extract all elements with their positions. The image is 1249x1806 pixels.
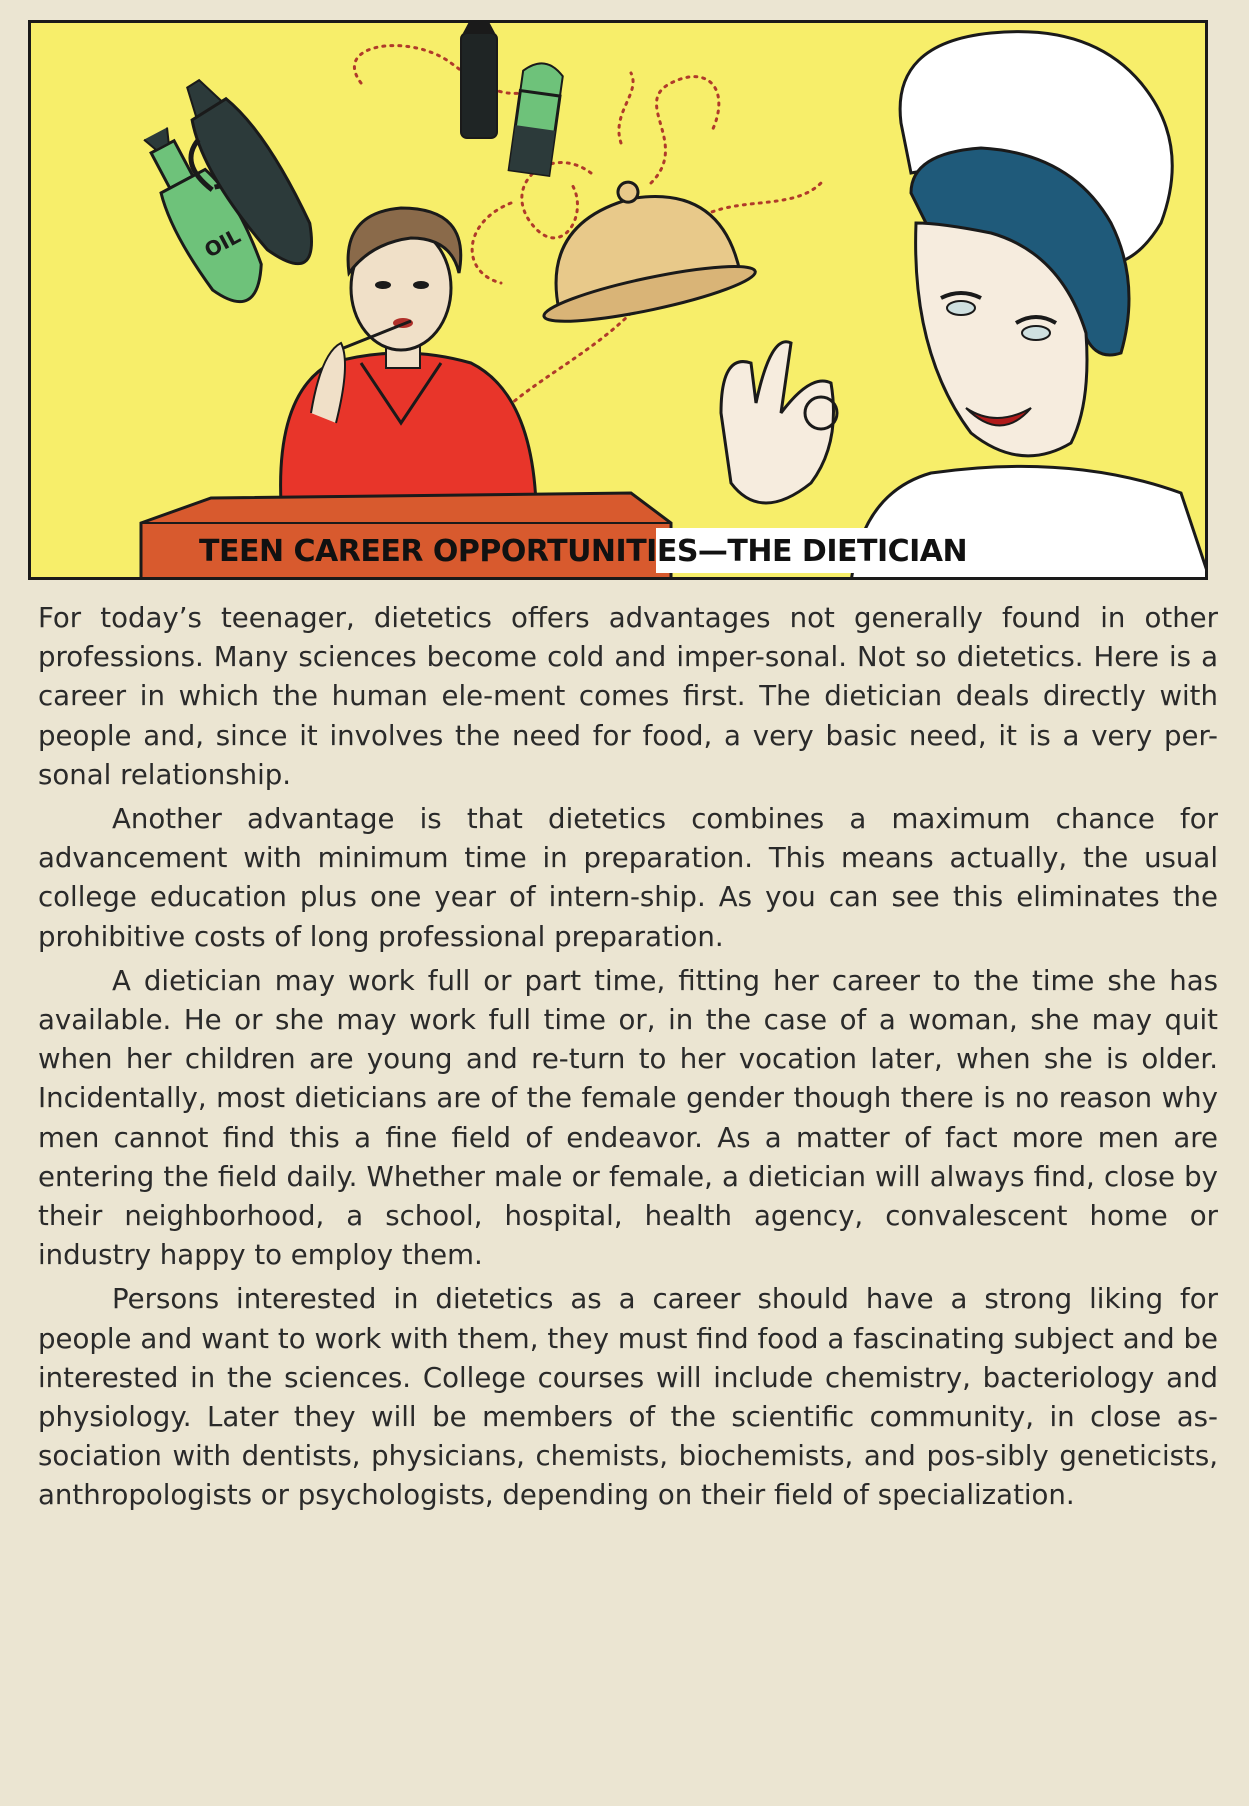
article-body xyxy=(38,598,1218,1520)
article-paragraph-1: For today’s teenager, dietetics offers advantages not generally found in other professions. Many sciences become cold and imper-sonal. Not so dietetics. Here is a career in which the human ele-ment comes first. The dietician deals directly with people and, since it involves the need for food, a very basic need, it is a very per-sonal relationship. xyxy=(38,601,1218,791)
girl-in-red xyxy=(281,208,536,503)
article-paragraph-4: Persons interested in dietetics as a career should have a strong liking for people and want to work with them, they must find food a fascinating subject and be interested in the sciences. College courses will include chemistry, bacteriology and physiology. Later they will be members of the scientific community, in close as-sociation with dentists, physicians, chemists, biochemists, and pos-sibly geneticists, anthropologists or psychologists, depending on their field of specialization. xyxy=(38,1282,1218,1512)
chef-woman xyxy=(721,32,1208,580)
article-paragraph-2: Another advantage is that dietetics combines a maximum chance for advancement with minimum time in preparation. This means actually, the usual college education plus one year of intern-ship. As you can see this eliminates the prohibitive costs of long professional preparation. xyxy=(38,802,1218,953)
salt-shaker xyxy=(509,61,564,175)
panel-caption: TEEN CAREER OPPORTUNITIES—THE DIETICIAN xyxy=(199,534,968,569)
serving-cloche xyxy=(520,160,758,332)
article-paragraph-3: A dietician may work full or part time, fitting her career to the time she has available. He or she may work full time or, in the case of a woman, she may quit when her children are young and re-turn to her vocation later, when she is older. Incidentally, most dieticians are of the female gender though there is no reason why men cannot find this a fine field of endeavor. As a matter of fact more men are entering the field daily. Whether male or female, a dietician will always find, close by their neighborhood, a school, hospital, health agency, convalescent home or industry happy to employ them. xyxy=(38,963,1218,1272)
pepper-shaker xyxy=(461,23,497,138)
dietician-illustration xyxy=(31,23,1208,580)
illustration-panel xyxy=(28,20,1208,580)
bottle-label: OIL xyxy=(200,223,245,263)
